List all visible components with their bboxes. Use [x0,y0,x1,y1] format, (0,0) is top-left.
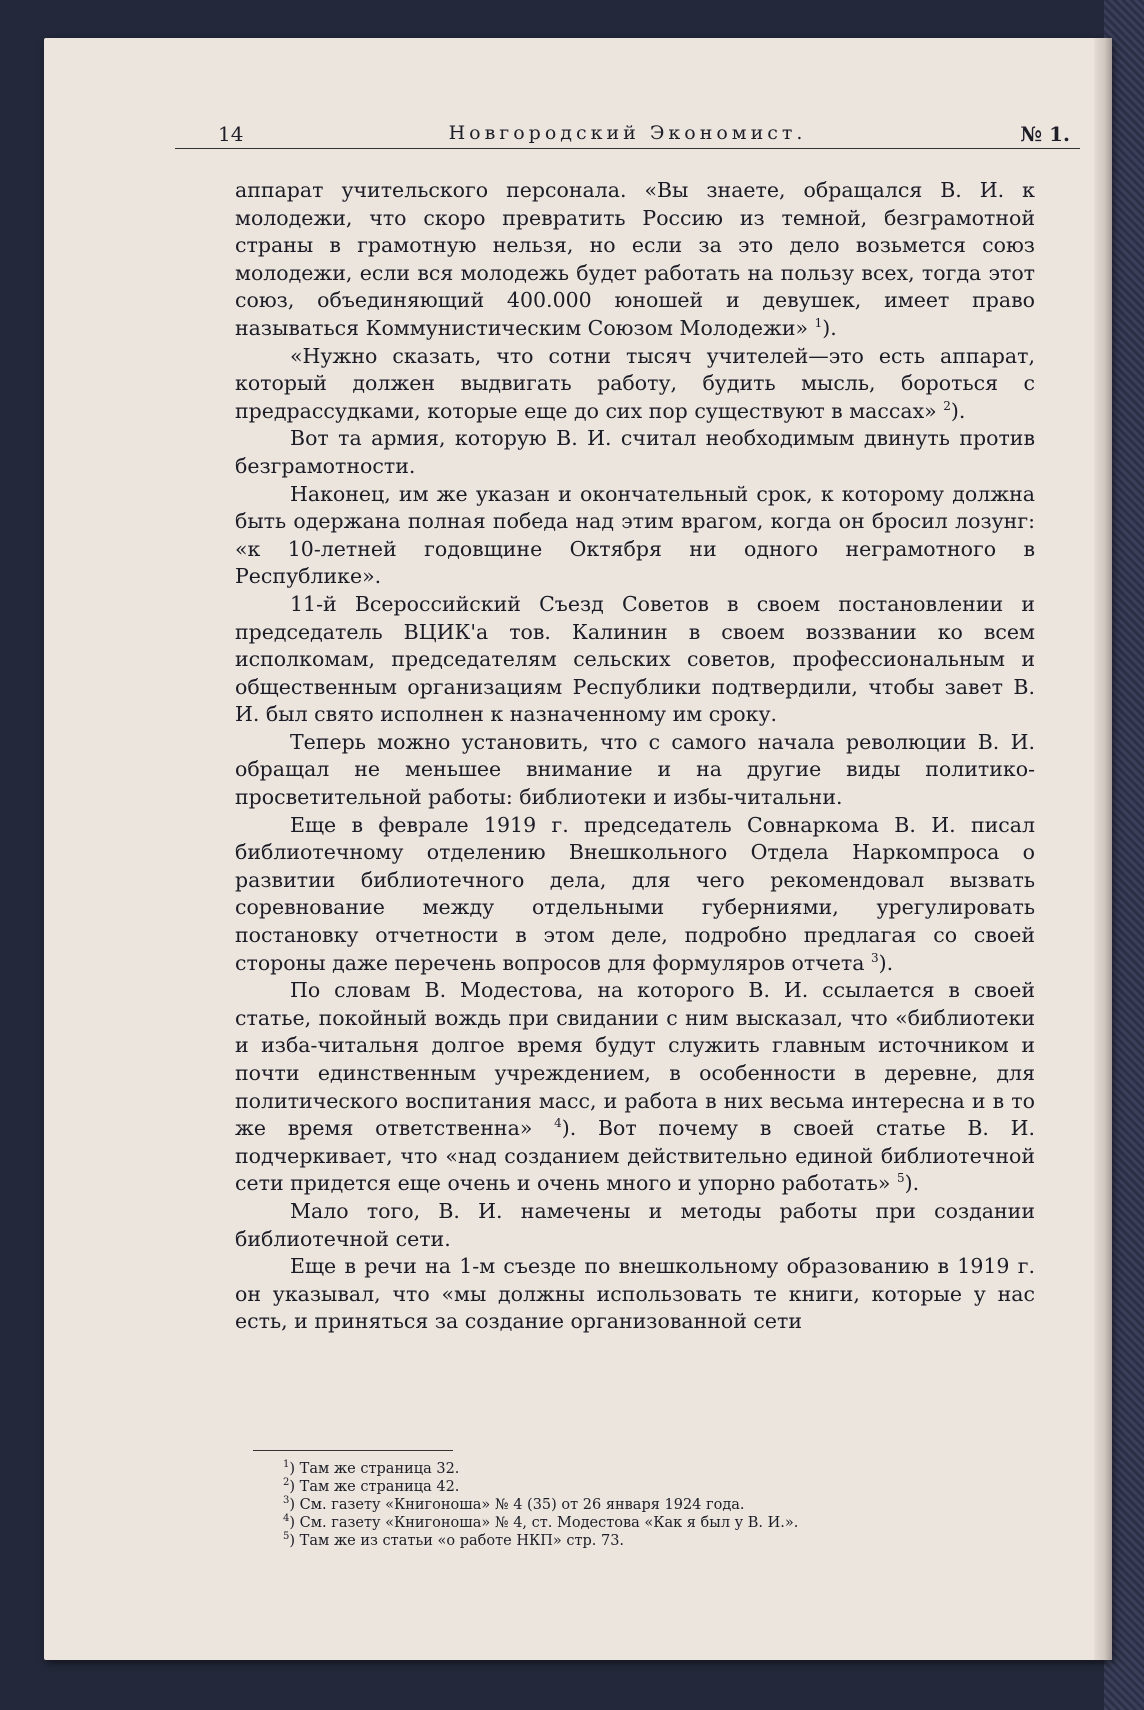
footnote-ref-5: 5 [896,1171,905,1186]
paragraph-1: аппарат учительского персонала. «Вы знаете, обращался В. И. к молодежи, что скоро превратить Россию из темной, безграмотной страны в грамотную нельзя, но если за это дело возьмется союз молодежи, если вся молодежь будет работать на пользу всех, тогда этот союз, объединяющий 400.000 юношей и девушек, имеет право называться Коммунистическим Союзом Молодежи» $^1$). [235,178,1035,340]
running-head [175,122,1080,149]
footnote-3: $^3$) См. газету «Книгоноша» № 4 (35) от 26 января 1924 года. [283,1495,745,1513]
footnote-1: $^1$) Там же страница 32. [283,1459,460,1477]
paragraph-9: Мало того, В. И. намечены и методы работы при создании библиотечной сети. [235,1198,1035,1251]
paragraph-4: Наконец, им же указан и окончательный срок, к которому должна быть одержана полная победа над этим врагом, когда он бросил лозунг: «к 10-летней годовщине Октября ни одного неграмотного в Республике». [235,481,1035,589]
footnotes [283,1460,1043,1550]
page-number: 14 [218,122,244,146]
journal-title: Новгородский Экономист. [448,122,807,144]
footnote-4: $^4$) См. газету «Книгоноша» № 4, ст. Модестова «Как я был у В. И.». [283,1513,799,1531]
footnote-ref-1: 1 [814,316,823,331]
paragraph-7: Еще в феврале 1919 г. председатель Совнаркома В. И. писал библиотечному отделению Внешкольного Отдела Наркомпроса о развитии библиотечного дела, для чего рекомендовал вызвать соревнование между отдельными губерниями, урегулировать постановку отчетности в этом деле, подробно предлагая со своей стороны даже перечень вопросов для формуляров отчета $^3$). [235,812,1035,975]
footnote-5: $^5$) Там же из статьи «о работе НКП» стр. 73. [283,1531,625,1549]
footnote-ref-4: 4 [554,1116,562,1131]
footnote-2: $^2$) Там же страница 42. [283,1477,460,1495]
paragraph-10: Еще в речи на 1-м съезде по внешкольному образованию в 1919 г. он указывал, что «мы должны использовать те книги, которые у нас есть, и приняться за создание организованной сети [235,1254,1035,1334]
page-edge-shadow [1094,38,1112,1660]
footnote-ref-2: 2 [943,398,951,413]
paragraph-3: Вот та армия, которую В. И. считал необходимым двинуть против безграмотности. [235,426,1035,478]
paragraph-5: 11-й Всероссийский Съезд Советов в своем постановлении и председатель ВЦИК'а тов. Калинин в своем воззвании ко всем исполкомам, председателям сельских советов, профессиональным и общественным организациям Республики подтвердили, чтобы завет В. И. был свято исполнен к назначенному им сроку. [235,591,1035,727]
article-body [235,177,1035,1336]
footnote-ref-3: 3 [871,950,879,965]
issue-number: № 1. [1020,122,1070,146]
paragraph-6: Теперь можно установить, что с самого начала революции В. И. обращал не меньшее внимание и на другие виды политико-просветительной работы: библиотеки и избы-читальни. [235,729,1035,810]
footnote-divider [253,1450,453,1451]
paragraph-2: «Нужно сказать, что сотни тысяч учителей—это есть аппарат, который должен выдвигать работу, будить мысль, бороться с предрассудками, которые еще до сих пор существуют в массах» $^2$). [235,343,1035,423]
paragraph-8: По словам В. Модестова, на которого В. И. ссылается в своей статье, покойный вождь при свидании с ним высказал, что «библиотеки и изба-читальня долгое время будут служить главным источником и почти единственным учреждением, в особенности в деревне, для политического воспитания масс, и работа в них весьма интересна и в то же время ответственна» $^4$). Вот почему в своей статье В. И. подчеркивает, что «над созданием действительно единой библиотечной сети придется еще очень и очень много и упорно работать» $^5$). [235,978,1036,1196]
